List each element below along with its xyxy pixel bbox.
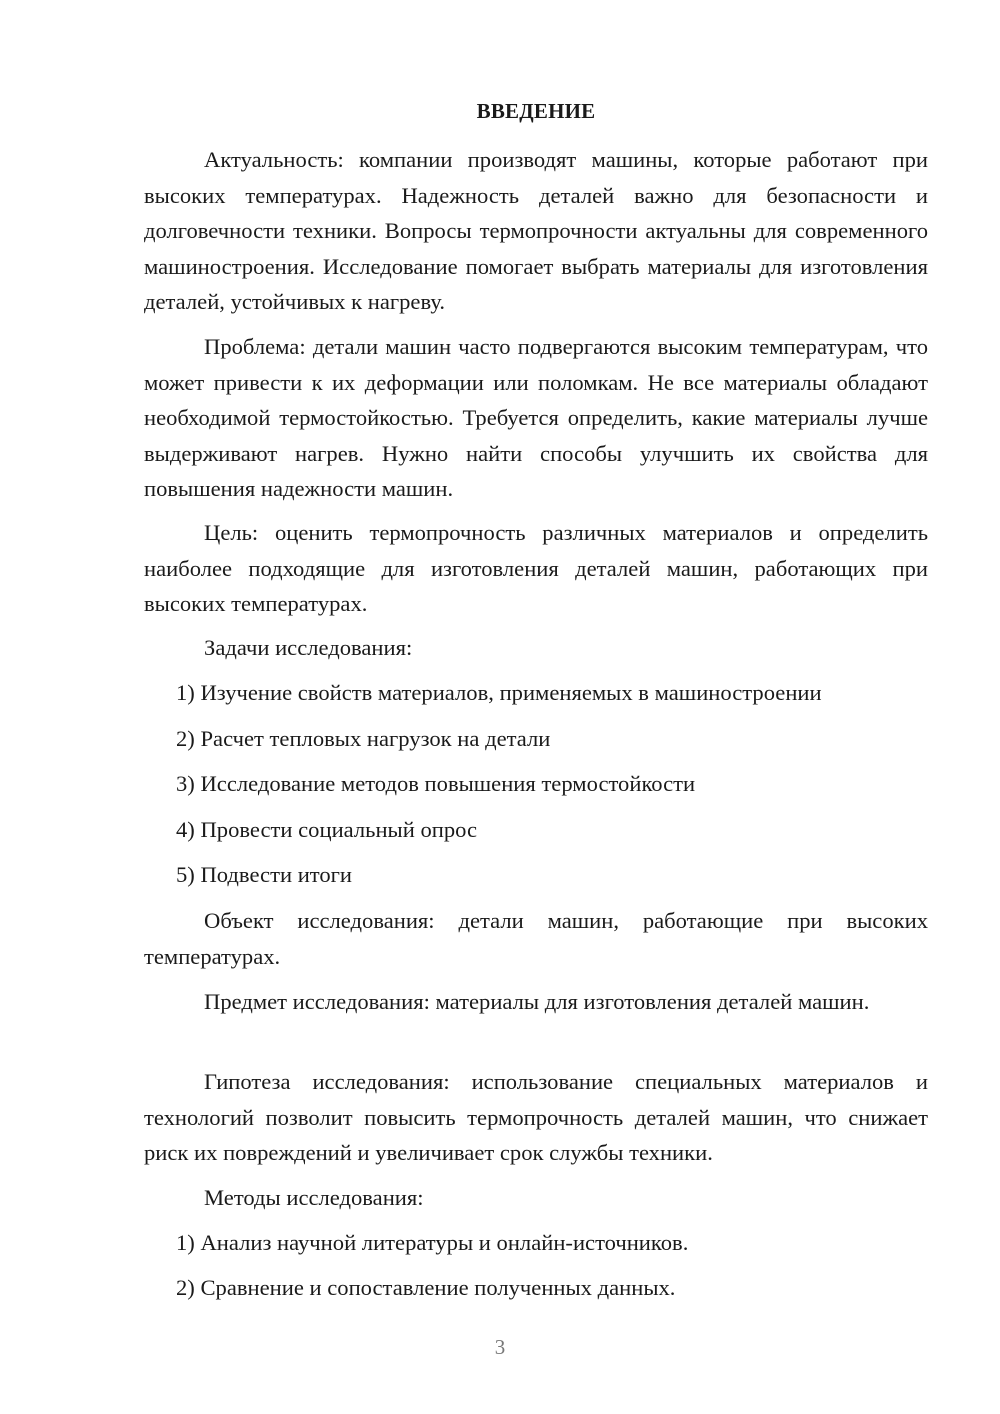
task-item-1: 1) Изучение свойств материалов, применяемых в машиностроении	[176, 680, 822, 705]
object-paragraph: Объект исследования: детали машин, работающие при высоких температурах.	[144, 908, 928, 969]
problem-paragraph: Проблема: детали машин часто подвергаются высоким температурам, что может привести к их деформации или поломкам. Не все материалы обладают необходимой термостойкостью. Требуется определить, какие материалы лучше выдерживают нагрев. Нужно найти способы улучшить их свойства для повышения надежности машин.	[144, 334, 928, 501]
task-item-4: 4) Провести социальный опрос	[176, 817, 478, 842]
page-number: 3	[494, 1335, 506, 1359]
relevance-paragraph: Актуальность: компании производят машины, которые работают при высоких температурах. Надежность деталей важно для безопасности и долговечности техники. Вопросы термопрочности актуальны для современного машиностроения. Исследование помогает выбрать материалы для изготовления деталей, устойчивых к нагреву.	[144, 147, 928, 314]
task-item-3: 3) Исследование методов повышения термостойкости	[176, 771, 696, 796]
hypothesis-paragraph: Гипотеза исследования: использование специальных материалов и технологий позволит повысить термопрочность деталей машин, что снижает риск их повреждений и увеличивает срок службы техники.	[144, 1069, 928, 1165]
goal-paragraph: Цель: оценить термопрочность различных материалов и определить наиболее подходящие для изготовления деталей машин, работающих при высоких температурах.	[144, 520, 928, 616]
method-item-2: 2) Сравнение и сопоставление полученных данных.	[176, 1275, 676, 1300]
task-item-2: 2) Расчет тепловых нагрузок на детали	[176, 726, 551, 751]
task-item-5: 5) Подвести итоги	[176, 862, 353, 887]
methods-heading: Методы исследования:	[204, 1185, 424, 1210]
page-title: ВВЕДЕНИЕ	[476, 99, 596, 123]
tasks-heading: Задачи исследования:	[204, 635, 413, 660]
subject-paragraph: Предмет исследования: материалы для изготовления деталей машин.	[204, 989, 870, 1014]
method-item-1: 1) Анализ научной литературы и онлайн-источников.	[176, 1230, 689, 1255]
